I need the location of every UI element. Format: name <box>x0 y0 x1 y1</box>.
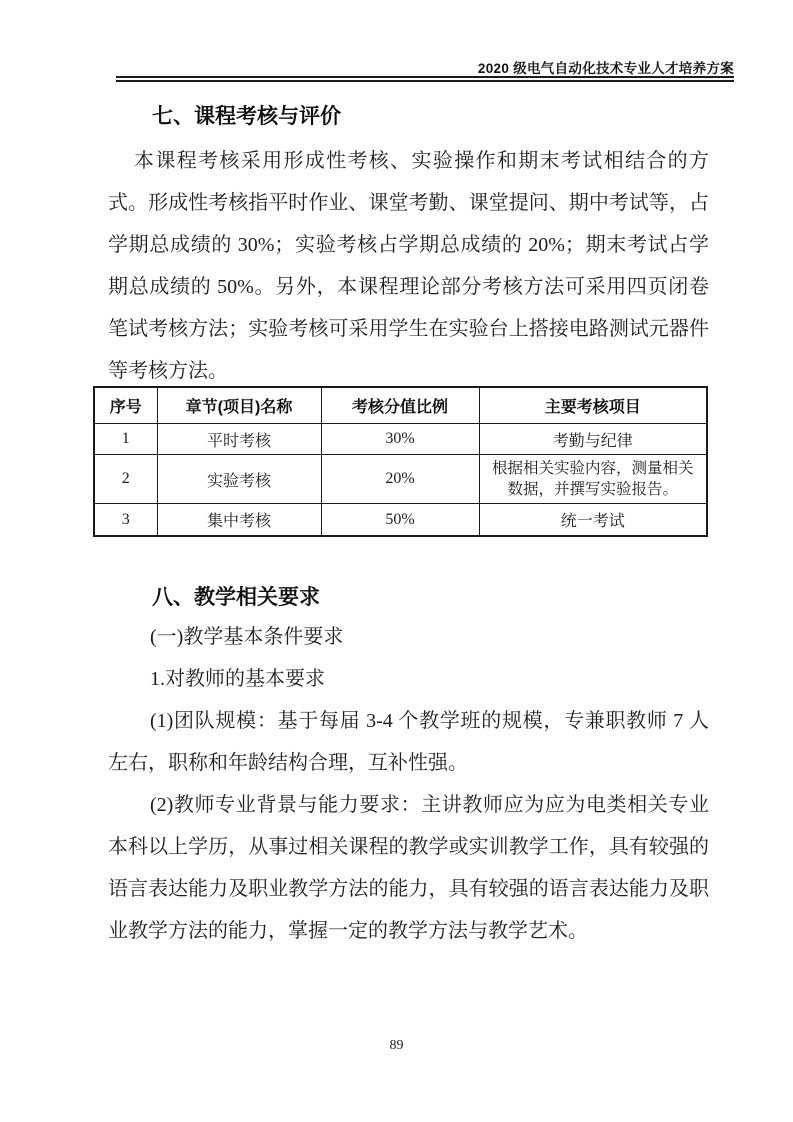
subsection-heading: (一)教学基本条件要求 <box>150 626 344 648</box>
paragraph-line: 式。形成性考核指平时作业、课堂考勤、课堂提问、期中考试等，占 <box>108 192 709 214</box>
page-number: 89 <box>389 1038 404 1053</box>
subsection-heading: 1.对教师的基本要求 <box>150 668 325 690</box>
section-7-heading: 七、课程考核与评价 <box>152 105 341 128</box>
paragraph-line: (1)团队规模：基于每届 3-4 个教学班的规模，专兼职教师 7 人 <box>150 710 709 732</box>
paragraph-line: 业教学方法的能力，掌握一定的教学方法与教学艺术。 <box>108 920 588 942</box>
cell-name: 平时考核 <box>157 424 321 455</box>
cell-seq: 1 <box>94 424 157 455</box>
assessment-table <box>93 386 708 537</box>
paragraph-line: 学期总成绩的 30%；实验考核占学期总成绩的 20%；期末考试占学 <box>108 234 709 256</box>
paragraph-line: 左右，职称和年龄结构合理，互补性强。 <box>108 752 468 774</box>
cell-project: 根据相关实验内容，测量相关数据，并撰写实验报告。 <box>479 455 707 504</box>
header-double-rule <box>116 76 734 82</box>
table-row <box>94 455 707 504</box>
paragraph-line: 本课程考核采用形成性考核、实验操作和期末考试相结合的方 <box>134 150 709 172</box>
paragraph-line: 期总成绩的 50%。另外，本课程理论部分考核方法可采用四页闭卷 <box>108 276 709 298</box>
paragraph-line: 等考核方法。 <box>108 360 228 382</box>
cell-ratio: 30% <box>321 424 479 455</box>
cell-name: 实验考核 <box>157 455 321 504</box>
paragraph-line: 本科以上学历，从事过相关课程的教学或实训教学工作，具有较强的 <box>108 836 709 858</box>
section-8-heading: 八、教学相关要求 <box>152 586 320 609</box>
table-header-row <box>94 387 707 424</box>
cell-ratio: 20% <box>321 455 479 504</box>
table-header-project: 主要考核项目 <box>479 387 707 424</box>
section-7-paragraph <box>108 140 709 392</box>
cell-ratio: 50% <box>321 504 479 537</box>
table-row <box>94 504 707 537</box>
table-header-name: 章节(项目)名称 <box>157 387 321 424</box>
cell-seq: 2 <box>94 455 157 504</box>
cell-seq: 3 <box>94 504 157 537</box>
table-row <box>94 424 707 455</box>
table-header-seq: 序号 <box>94 387 157 424</box>
cell-name: 集中考核 <box>157 504 321 537</box>
paragraph-line: 语言表达能力及职业教学方法的能力，具有较强的语言表达能力及职 <box>108 878 709 900</box>
paragraph-line: (2)教师专业背景与能力要求：主讲教师应为应为电类相关专业 <box>150 794 709 816</box>
table-header-ratio: 考核分值比例 <box>321 387 479 424</box>
header-title: 2020 级电气自动化技术专业人才培养方案 <box>477 61 734 76</box>
paragraph-line: 笔试考核方法；实验考核可采用学生在实验台上搭接电路测试元器件 <box>108 318 709 340</box>
cell-project: 考勤与纪律 <box>479 424 707 455</box>
cell-project: 统一考试 <box>479 504 707 537</box>
section-8-body <box>108 616 709 952</box>
